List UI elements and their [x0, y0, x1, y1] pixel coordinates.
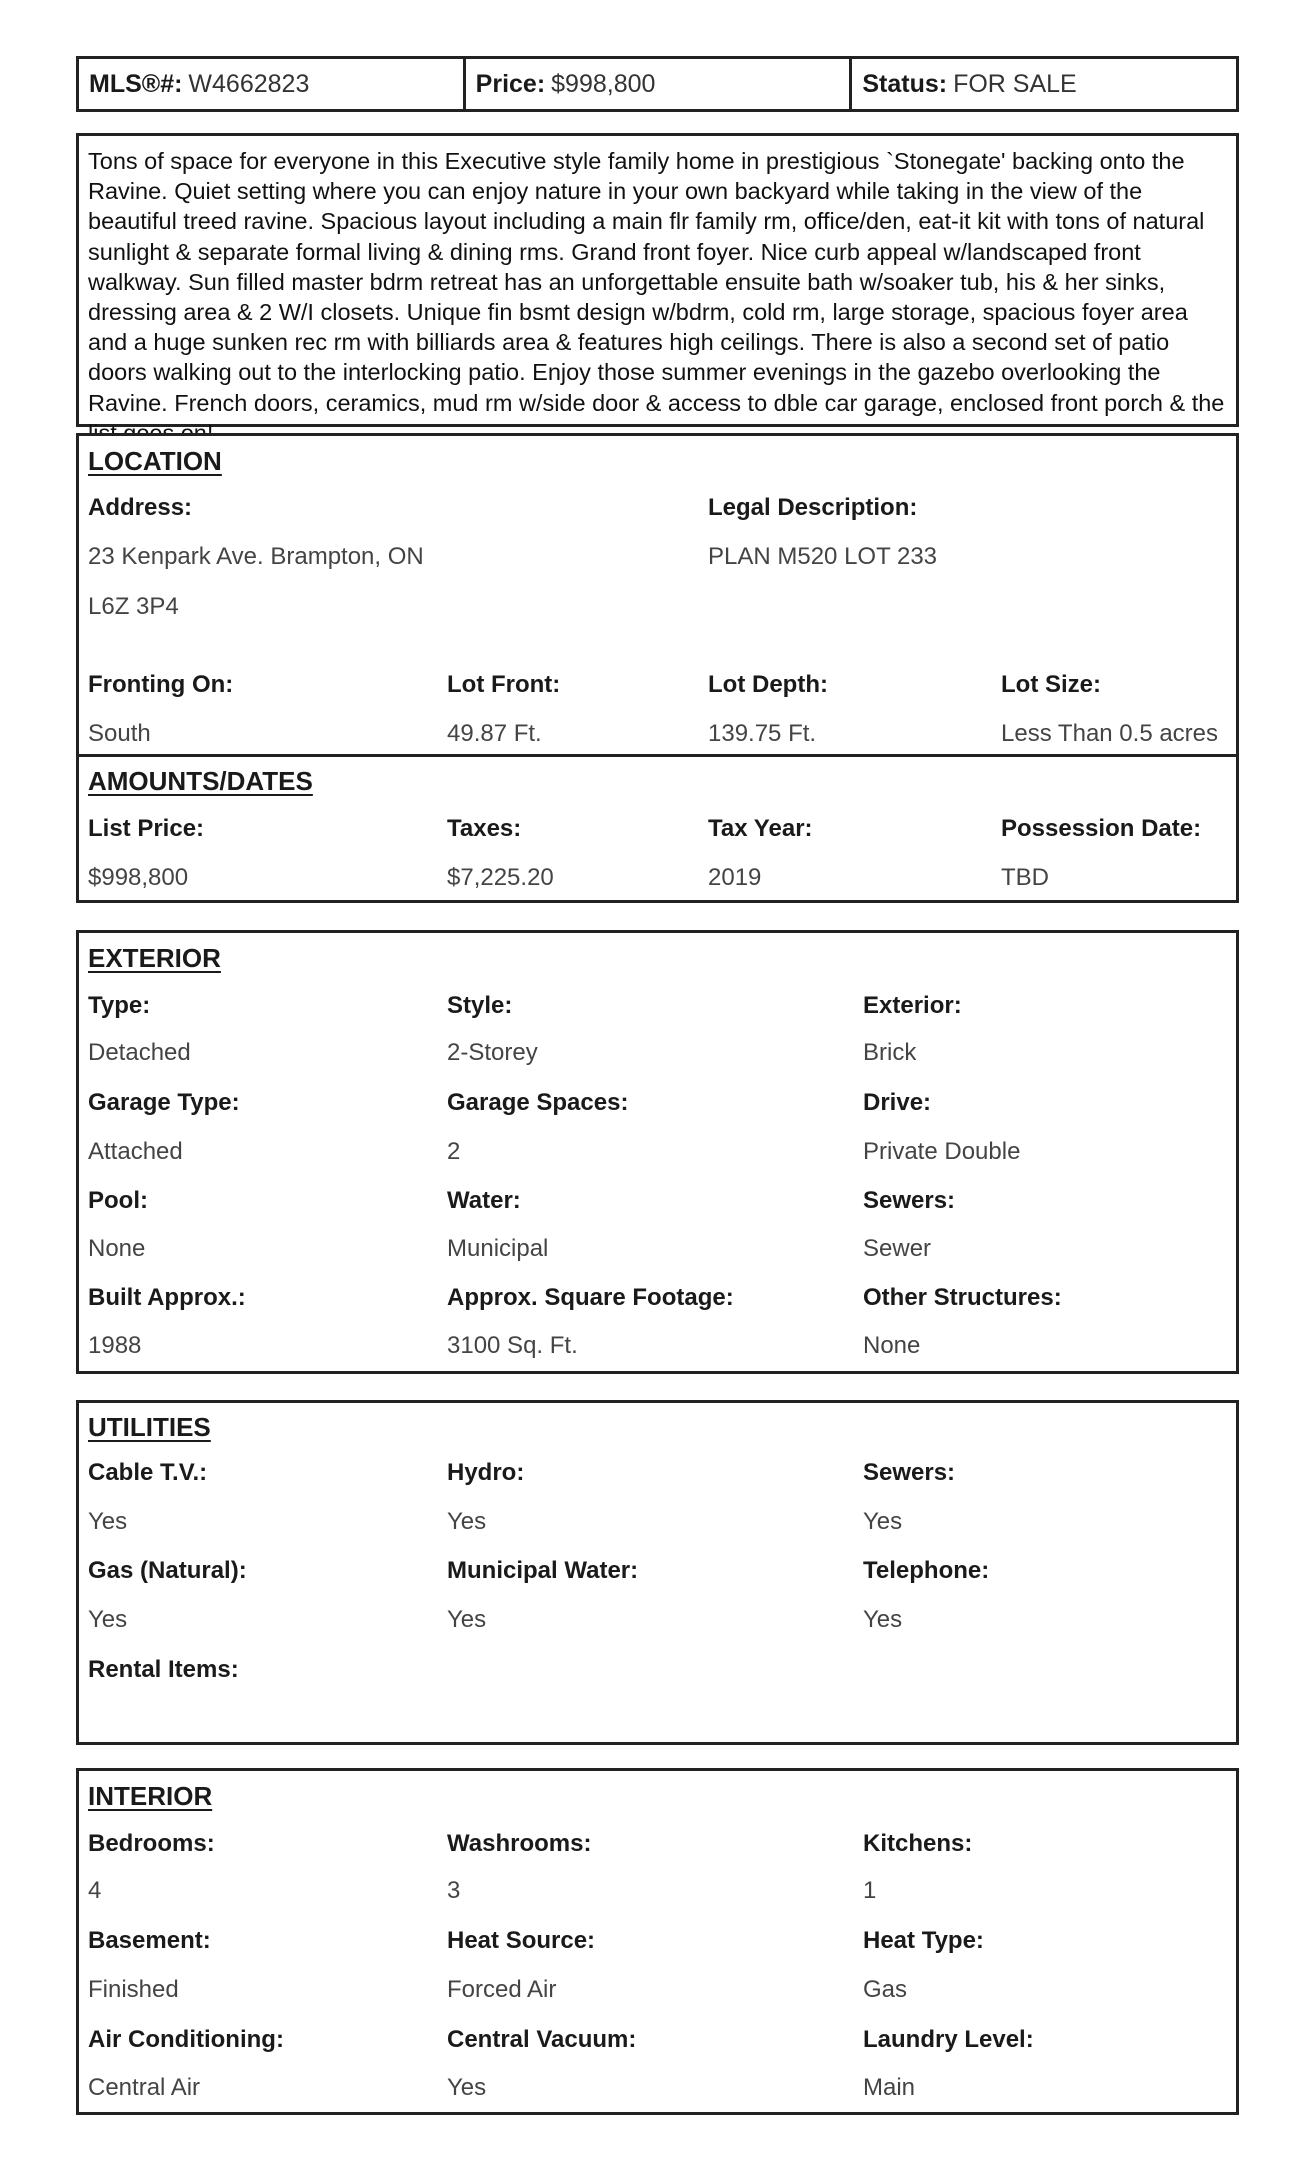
status-cell [852, 59, 1236, 109]
lot-front-label: Lot Front: [447, 671, 561, 698]
exterior-label: Exterior: [863, 992, 962, 1019]
cable-value: Yes [88, 1508, 128, 1535]
utility-sewers-value: Yes [863, 1508, 903, 1535]
section-divider [79, 754, 1236, 757]
utilities-title: UTILITIES [88, 1412, 211, 1442]
lot-size-label: Lot Size: [1001, 671, 1101, 698]
air-conditioning-value: Central Air [88, 2074, 201, 2101]
mls-label: MLS®#: [89, 69, 183, 98]
water-value: Municipal [447, 1235, 549, 1262]
rental-items-label: Rental Items: [88, 1656, 239, 1683]
basement-label: Basement: [88, 1927, 211, 1954]
interior-title: INTERIOR [88, 1781, 213, 1811]
telephone-label: Telephone: [863, 1557, 990, 1584]
washrooms-label: Washrooms: [447, 1830, 592, 1857]
bedrooms-value: 4 [88, 1877, 102, 1904]
tax-year-label: Tax Year: [708, 815, 813, 842]
type-value: Detached [88, 1039, 191, 1066]
other-structures-value: None [863, 1332, 921, 1359]
garage-type-label: Garage Type: [88, 1089, 240, 1116]
mls-value: W4662823 [188, 69, 310, 98]
sewers-label: Sewers: [863, 1187, 956, 1214]
lot-size-value: Less Than 0.5 acres [1001, 720, 1219, 747]
laundry-level-label: Laundry Level: [863, 2026, 1034, 2053]
sqft-label: Approx. Square Footage: [447, 1284, 734, 1311]
fronting-label: Fronting On: [88, 671, 234, 698]
air-conditioning-label: Air Conditioning: [88, 2026, 284, 2053]
listing-header [76, 56, 1239, 112]
garage-spaces-label: Garage Spaces: [447, 1089, 629, 1116]
style-label: Style: [447, 992, 513, 1019]
pool-value: None [88, 1235, 146, 1262]
fronting-value: South [88, 720, 151, 747]
hydro-value: Yes [447, 1508, 487, 1535]
status-value: FOR SALE [953, 69, 1077, 98]
interior-box [76, 1768, 1239, 2115]
lot-front-value: 49.87 Ft. [447, 720, 542, 747]
amounts-title: AMOUNTS/DATES [88, 766, 313, 796]
address-line1: 23 Kenpark Ave. Brampton, ON [88, 543, 424, 570]
gas-label: Gas (Natural): [88, 1557, 247, 1584]
exterior-title: EXTERIOR [88, 943, 221, 973]
municipal-water-value: Yes [447, 1606, 487, 1633]
water-label: Water: [447, 1187, 521, 1214]
possession-label: Possession Date: [1001, 815, 1202, 842]
kitchens-value: 1 [863, 1877, 877, 1904]
legal-value: PLAN M520 LOT 233 [708, 543, 938, 570]
address-label: Address: [88, 494, 193, 521]
possession-value: TBD [1001, 864, 1049, 891]
status-label: Status: [862, 69, 948, 98]
tax-year-value: 2019 [708, 864, 762, 891]
heat-type-value: Gas [863, 1976, 908, 2003]
bedrooms-label: Bedrooms: [88, 1830, 215, 1857]
garage-spaces-value: 2 [447, 1138, 461, 1165]
washrooms-value: 3 [447, 1877, 461, 1904]
type-label: Type: [88, 992, 151, 1019]
legal-label: Legal Description: [708, 494, 918, 521]
lot-depth-value: 139.75 Ft. [708, 720, 817, 747]
address-line2: L6Z 3P4 [88, 593, 179, 620]
list-price-label: List Price: [88, 815, 205, 842]
hydro-label: Hydro: [447, 1459, 525, 1486]
laundry-level-value: Main [863, 2074, 916, 2101]
taxes-label: Taxes: [447, 815, 522, 842]
location-title: LOCATION [88, 446, 222, 476]
kitchens-label: Kitchens: [863, 1830, 973, 1857]
exterior-box [76, 930, 1239, 1374]
drive-value: Private Double [863, 1138, 1021, 1165]
municipal-water-label: Municipal Water: [447, 1557, 639, 1584]
built-label: Built Approx.: [88, 1284, 246, 1311]
other-structures-label: Other Structures: [863, 1284, 1062, 1311]
list-price-value: $998,800 [88, 864, 189, 891]
drive-label: Drive: [863, 1089, 932, 1116]
lot-depth-label: Lot Depth: [708, 671, 828, 698]
central-vacuum-value: Yes [447, 2074, 487, 2101]
utilities-box [76, 1400, 1239, 1745]
sewers-value: Sewer [863, 1235, 932, 1262]
built-value: 1988 [88, 1332, 142, 1359]
pool-label: Pool: [88, 1187, 148, 1214]
heat-source-value: Forced Air [447, 1976, 557, 2003]
gas-value: Yes [88, 1606, 128, 1633]
heat-source-label: Heat Source: [447, 1927, 596, 1954]
style-value: 2-Storey [447, 1039, 538, 1066]
basement-value: Finished [88, 1976, 179, 2003]
telephone-value: Yes [863, 1606, 903, 1633]
sqft-value: 3100 Sq. Ft. [447, 1332, 578, 1359]
description-box [76, 133, 1239, 427]
price-label: Price: [475, 69, 546, 98]
utility-sewers-label: Sewers: [863, 1459, 956, 1486]
location-amounts-box [76, 433, 1239, 903]
heat-type-label: Heat Type: [863, 1927, 984, 1954]
price-value: $998,800 [551, 69, 656, 98]
description-text: Tons of space for everyone in this Executive style family home in prestigious `Stonegate' backing onto the Ravine. Quiet setting where you can enjoy nature in your own backyard while taking in the view of the beautiful treed ravine. Spacious layout including a main flr family rm, office/den, eat-it kit with tons of natural sunlight & separate formal living & dining rms. Grand front foyer. Nice curb appeal w/landscaped front walkway. Sun filled master bdrm retreat has an unforgettable ensuite bath w/soaker tub, his & her sinks, dressing area & 2 W/I closets. Unique fin bsmt design w/bdrm, cold rm, large storage, spacious foyer area and a huge sunken rec rm with billiards area & features high ceilings. There is also a second set of patio doors walking out to the interlocking patio. Enjoy those summer evenings in the gazebo overlooking the Ravine. French doors, ceramics, mud rm w/side door & access to dble car garage, enclosed front porch & the [88, 148, 1225, 416]
exterior-value: Brick [863, 1039, 917, 1066]
central-vacuum-label: Central Vacuum: [447, 2026, 637, 2053]
garage-type-value: Attached [88, 1138, 183, 1165]
cable-label: Cable T.V.: [88, 1459, 208, 1486]
mls-cell [79, 59, 466, 109]
taxes-value: $7,225.20 [447, 864, 554, 891]
price-cell [466, 59, 853, 109]
